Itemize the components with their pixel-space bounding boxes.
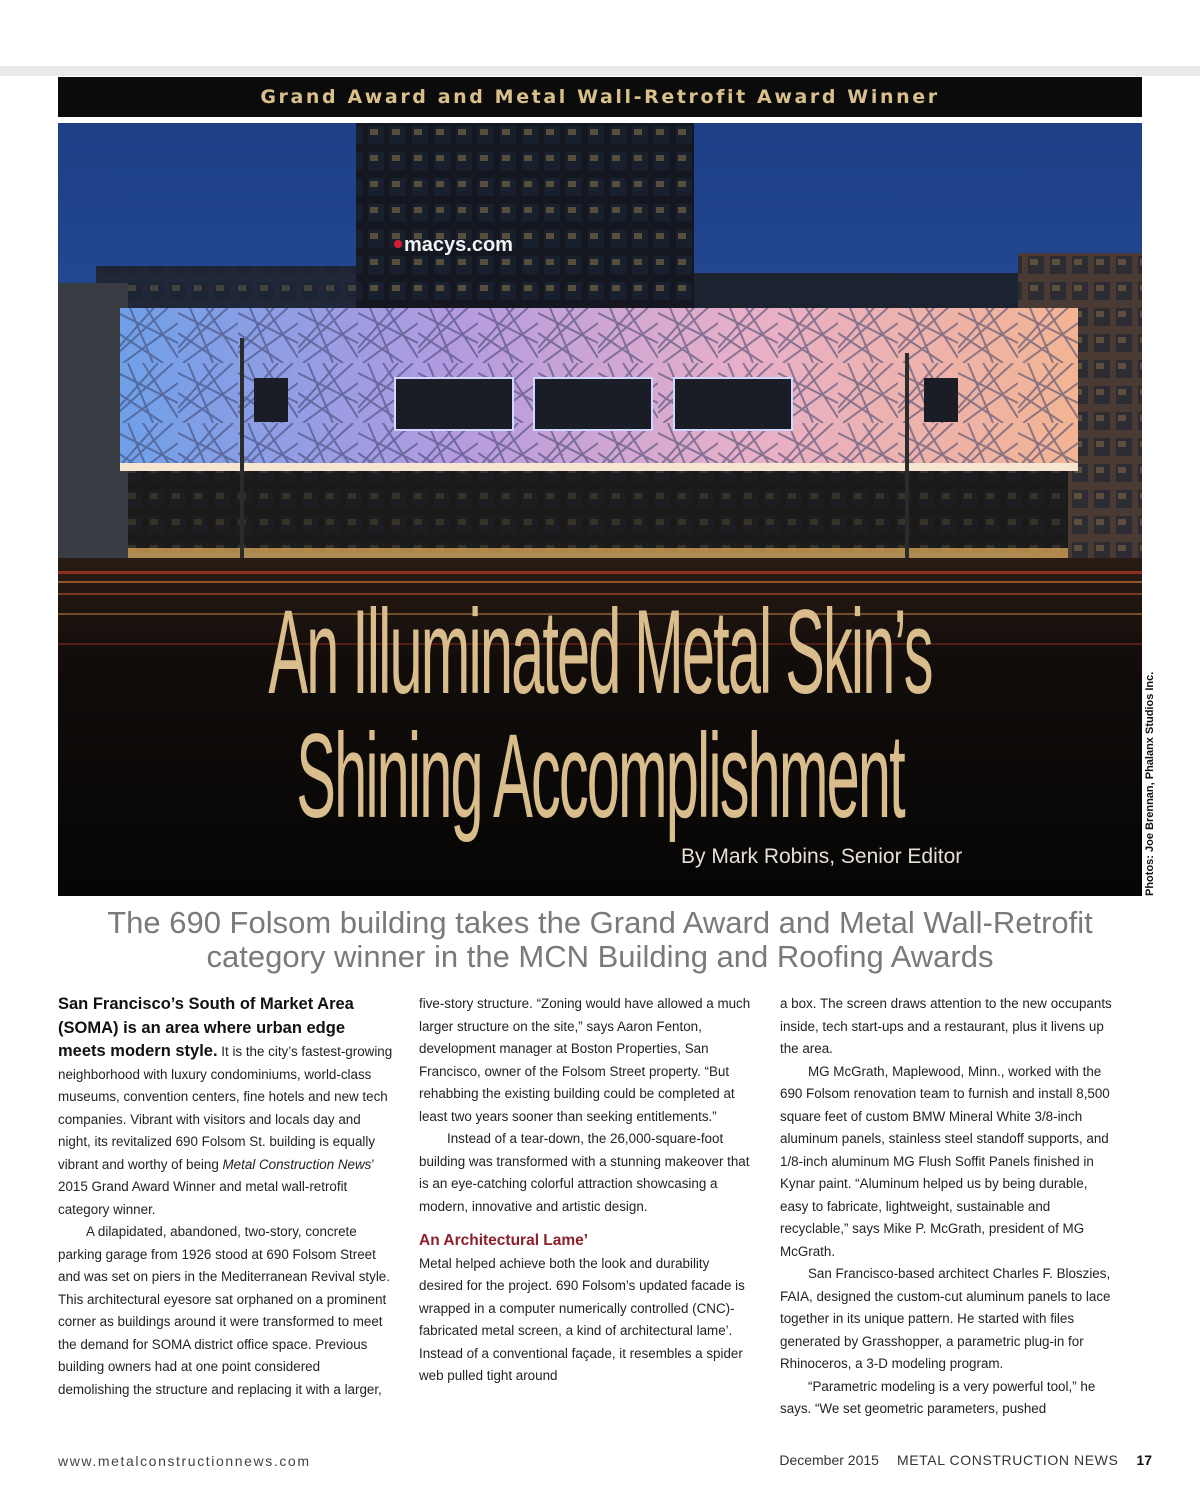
byline: By Mark Robins, Senior Editor: [681, 845, 963, 868]
issue-date: December 2015: [779, 1452, 879, 1468]
article-column-1: [58, 993, 393, 1401]
hero-photo: [58, 123, 1142, 896]
paragraph: Metal helped achieve both the look and durability desired for the project. 690 Folsom’s updated facade is wrapped in a computer numerically controlled (CNC)-fabricated metal screen, a kind of architectural lame’. Instead of a conventional façade, it resembles a spider web pulled tight around: [419, 1255, 745, 1383]
section-subhead: An Architectural Lame’: [419, 1232, 589, 1249]
headline-line-2: Shining Accomplishment: [296, 709, 904, 844]
paragraph-text: ’ 2015 Grand Award Winner and metal wall-retrofit category winner.: [58, 1156, 374, 1217]
top-rule: [0, 66, 1200, 76]
deck-subtitle: The 690 Folsom building takes the Grand Award and Metal Wall-Retrofit category winner in the MCN Building and Roofing Awards: [107, 905, 1093, 974]
award-banner: [58, 77, 1142, 117]
paragraph: [58, 993, 393, 1221]
paragraph: a box. The screen draws attention to the new occupants inside, tech start-ups and a restaurant, plus it livens up the area.: [780, 996, 1112, 1056]
paragraph-text: It is the city’s fastest-growing neighborhood with luxury condominiums, world-class museums, convention centers, fine hotels and new tech companies. Vibrant with visitors and locals day and night, its revitalized 690 Folsom St. building is equally vibrant and worthy of being: [58, 1044, 393, 1172]
paragraph: Instead of a tear-down, the 26,000-square-foot building was transformed with a stunning makeover that is an eye-catching colorful attraction showcasing a modern, innovative and artistic design.: [419, 1131, 750, 1214]
headline-line-1: An Illuminated Metal Skin’s: [268, 585, 932, 720]
magazine-name: METAL CONSTRUCTION NEWS: [896, 1452, 1119, 1468]
macys-sign: macys.com: [404, 234, 513, 256]
lead-in: San Francisco’s South of Market Area (SOMA) is an area where urban edge meets modern style.: [58, 995, 354, 1060]
paragraph: five-story structure. “Zoning would have allowed a much larger structure on the site,” says Aaron Fenton, development manager at Boston Properties, San Francisco, owner of the Folsom Street property. “But rehabbing the existing building could be completed at least two years sooner than seeking entitlements.”: [419, 996, 751, 1124]
paragraph: San Francisco-based architect Charles F. Bloszies, FAIA, designed the custom-cut aluminum panels to lace together in its unique pattern. He started with files generated by Grasshopper, a parametric plug-in for Rhinoceros, a 3-D modeling program.: [780, 1266, 1111, 1371]
article-column-2: [419, 993, 754, 1388]
paragraph: “Parametric modeling is a very powerful tool,” he says. “We set geometric parameters, pushed: [780, 1378, 1096, 1416]
paragraph: MG McGrath, Maplewood, Minn., worked with the 690 Folsom renovation team to furnish and install 8,500 square feet of custom BMW Mineral White 3/8-inch aluminum panels, stainless steel standoff supports, and 1/8-inch aluminum MG Flush Soffit Panels finished in Kynar paint. “Aluminum helped us by being durable, easy to fabricate, lightweight, sustainable and recyclable,” says Mike P. McGrath, president of MG McGrath.: [780, 1063, 1110, 1259]
footer-website: www.metalconstructionnews.com: [58, 1453, 311, 1469]
page-number: 17: [1136, 1452, 1152, 1468]
article-column-3: [780, 993, 1115, 1421]
magazine-title: Metal Construction News: [222, 1156, 372, 1172]
macys-star-icon: [394, 240, 402, 248]
award-banner-text: Grand Award and Metal Wall-Retrofit Award Winner: [260, 86, 940, 108]
paragraph: A dilapidated, abandoned, two-story, concrete parking garage from 1926 stood at 690 Folsom Street and was set on piers in the Mediterranean Revival style. This architectural eyesore sat orphaned on a prominent corner as buildings around it were transformed to meet the demand for SOMA district office space. Previous building owners had at one point considered demolishing the structure and replacing it with a larger,: [58, 1224, 390, 1397]
footer-info: [779, 1452, 1152, 1468]
photo-credit: Photos: Joe Brennan, Phalanx Studios Inc.: [1144, 671, 1156, 896]
